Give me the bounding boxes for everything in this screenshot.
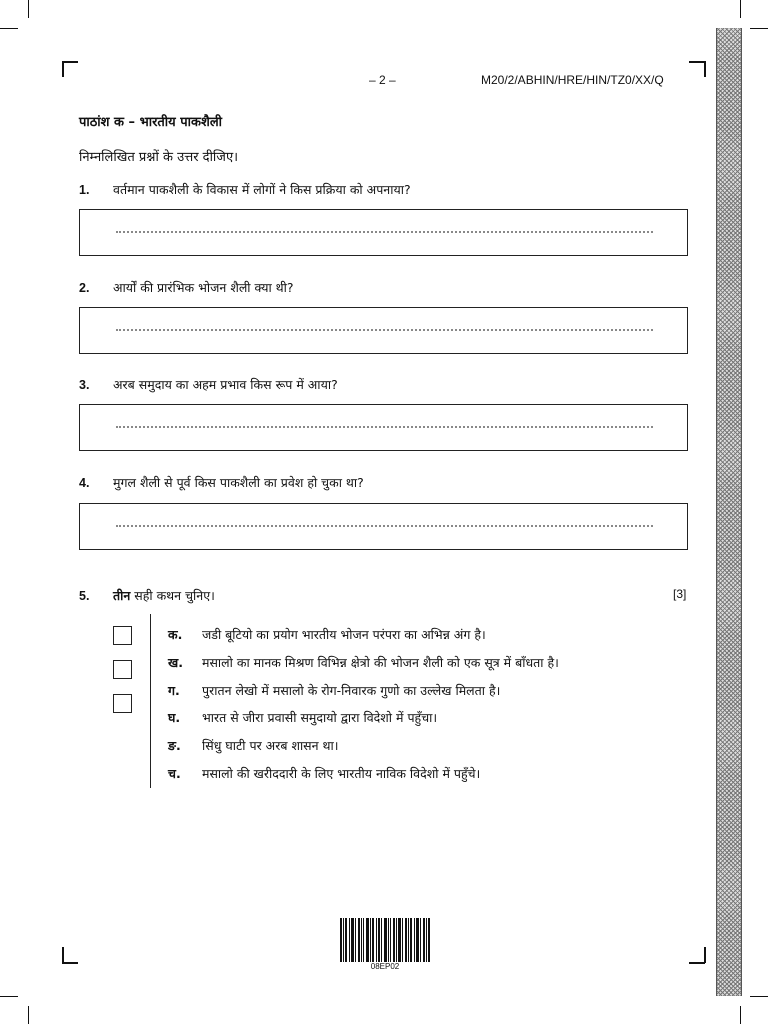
answer-checkbox-1[interactable] <box>113 626 132 645</box>
question-number: 3. <box>79 378 90 392</box>
corner-bracket-bottom-right-v <box>704 947 706 963</box>
barcode-label: 08EP02 <box>370 962 400 971</box>
crop-mark-top-left-v <box>28 0 29 18</box>
option-text: भारत से जीरा प्रवासी समुदायो द्वारा विदेशो में पहुँचा। <box>202 710 438 725</box>
option-letter: च. <box>168 766 181 781</box>
question-number: 4. <box>79 476 90 490</box>
option-text: पुरातन लेखो में मसालो के रोग-निवारक गुणो का उल्लेख मिलता है। <box>202 683 501 698</box>
answer-dotted-line <box>116 525 653 527</box>
barcode <box>340 918 430 962</box>
answer-box-2[interactable] <box>79 307 688 354</box>
option-text: जडी बूटियो का प्रयोग भारतीय भोजन परंपरा का अभिन्न अंग है। <box>202 627 486 642</box>
corner-bracket-bottom-left-v <box>62 947 64 963</box>
crop-mark-top-right-v <box>740 0 741 18</box>
question-number: 2. <box>79 281 90 295</box>
crop-mark-bottom-left-v <box>28 1006 29 1024</box>
option-letter: ग. <box>168 683 180 698</box>
question-text: आर्यों की प्रारंभिक भोजन शैली क्या थी? <box>113 280 294 295</box>
corner-bracket-top-left-h <box>62 61 78 63</box>
corner-bracket-top-right-h <box>689 61 705 63</box>
paper-code: M20/2/ABHIN/HRE/HIN/TZ0/XX/Q <box>481 73 664 87</box>
option-letter: ख. <box>168 655 183 670</box>
corner-bracket-bottom-right-h <box>689 962 705 964</box>
answer-box-1[interactable] <box>79 209 688 256</box>
corner-bracket-top-left-v <box>62 61 64 77</box>
question-number: 5. <box>79 589 90 603</box>
corner-bracket-top-right-v <box>704 61 706 77</box>
crop-mark-top-left-h <box>0 28 18 29</box>
crop-mark-top-right-h <box>750 28 768 29</box>
question-text: अरब समुदाय का अहम प्रभाव किस रूप में आया? <box>113 377 338 392</box>
crop-mark-bottom-right-v <box>740 1006 741 1024</box>
section-title: पाठांश क – भारतीय पाकशैली <box>79 115 222 130</box>
option-letter: ङ. <box>168 738 181 753</box>
option-letter: क. <box>168 627 183 642</box>
option-text: सिंधु घाटी पर अरब शासन था। <box>202 738 339 753</box>
instruction: निम्नलिखित प्रश्नों के उत्तर दीजिए। <box>79 150 239 165</box>
option-text: मसालो की खरीददारी के लिए भारतीय नाविक विदेशो में पहुँचे। <box>202 766 481 781</box>
answer-dotted-line <box>116 426 653 428</box>
question-text: मुगल शैली से पूर्व किस पाकशैली का प्रवेश हो चुका था? <box>113 475 364 490</box>
question-5-instruction: सही कथन चुनिए। <box>130 588 215 603</box>
question-text: वर्तमान पाकशैली के विकास में लोगों ने किस प्रक्रिया को अपनाया? <box>113 182 411 197</box>
option-text: मसालो का मानक मिश्रण विभिन्न क्षेत्रो की भोजन शैली को एक सूत्र में बाँधता है। <box>202 655 559 670</box>
hatched-margin-strip <box>716 28 742 996</box>
answer-dotted-line <box>116 231 653 233</box>
answer-checkbox-2[interactable] <box>113 660 132 679</box>
options-divider <box>150 614 151 788</box>
option-letter: घ. <box>168 710 181 725</box>
answer-checkbox-3[interactable] <box>113 694 132 713</box>
crop-mark-bottom-right-h <box>750 996 768 997</box>
question-number: 1. <box>79 183 90 197</box>
answer-dotted-line <box>116 329 653 331</box>
corner-bracket-bottom-left-h <box>62 962 78 964</box>
question-5-emphasis: तीन <box>113 588 131 603</box>
page-number: – 2 – <box>369 73 396 87</box>
crop-mark-bottom-left-h <box>0 996 18 997</box>
marks-label: [3] <box>673 587 687 601</box>
answer-box-4[interactable] <box>79 503 688 550</box>
question-5-text <box>113 587 215 604</box>
answer-box-3[interactable] <box>79 404 688 451</box>
